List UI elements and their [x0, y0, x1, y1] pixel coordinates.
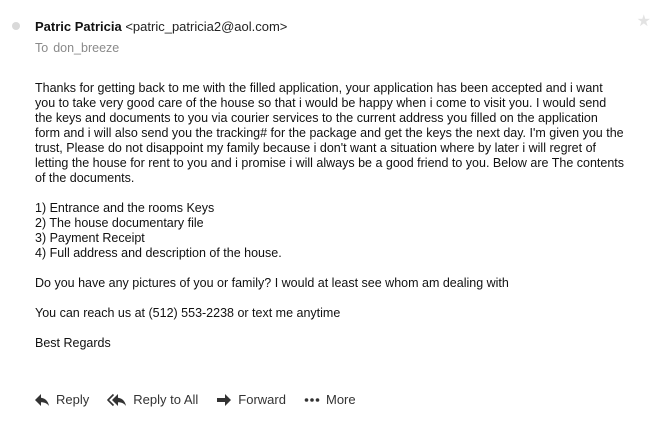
reply-all-arrow-icon: [107, 393, 127, 407]
more-button[interactable]: [304, 391, 356, 409]
forward-button[interactable]: [216, 391, 286, 409]
reply-button[interactable]: [34, 391, 89, 409]
to-line: [35, 40, 621, 56]
recipient-name[interactable]: don_breeze: [53, 41, 120, 55]
body-paragraph: Do you have any pictures of you or family? I would at least see whom am dealing with: [35, 276, 509, 290]
to-label: To: [35, 41, 49, 55]
body-paragraph: Thanks for getting back to me with the filled application, your application has been accepted and i want you to take very good care of the house so that i would be happy when i come to visit you. I would send the keys and documents to you via courier services to the current address you filled on the application form and i will also send you the tracking# for the package and get the keys the next day. I'm given you the trust, Please do not disappoint my family because i don't want a situation where by later i will regret of letting the house for rent to you and i promise i will always be a good friend to you. Below are The contents of the documents.: [35, 81, 624, 185]
signoff: Best Regards: [35, 336, 111, 350]
list-item: 2) The house documentary file: [35, 216, 204, 230]
reply-all-label: Reply to All: [133, 392, 199, 407]
reply-label: Reply: [56, 392, 90, 407]
list-item: 4) Full address and description of the house.: [35, 246, 282, 260]
from-line: [35, 18, 621, 35]
more-label: More: [325, 392, 356, 407]
unread-indicator[interactable]: [12, 22, 20, 30]
list-item: 3) Payment Receipt: [35, 231, 145, 245]
message-actions: [34, 391, 374, 409]
list-item: 1) Entrance and the rooms Keys: [35, 201, 215, 215]
document-list: [35, 201, 625, 261]
message-body: [35, 81, 625, 366]
sender-name[interactable]: Patric Patricia: [35, 19, 122, 34]
forward-label: Forward: [238, 392, 286, 407]
star-icon[interactable]: ★: [636, 13, 651, 30]
ellipsis-icon: [304, 393, 320, 407]
body-paragraph: You can reach us at (512) 553-2238 or text me anytime: [35, 306, 341, 320]
reply-arrow-icon: [34, 393, 50, 407]
forward-arrow-icon: [216, 393, 232, 407]
sender-email[interactable]: <patric_patricia2@aol.com>: [125, 19, 288, 34]
reply-all-button[interactable]: [107, 391, 198, 409]
message-header: [35, 18, 621, 56]
